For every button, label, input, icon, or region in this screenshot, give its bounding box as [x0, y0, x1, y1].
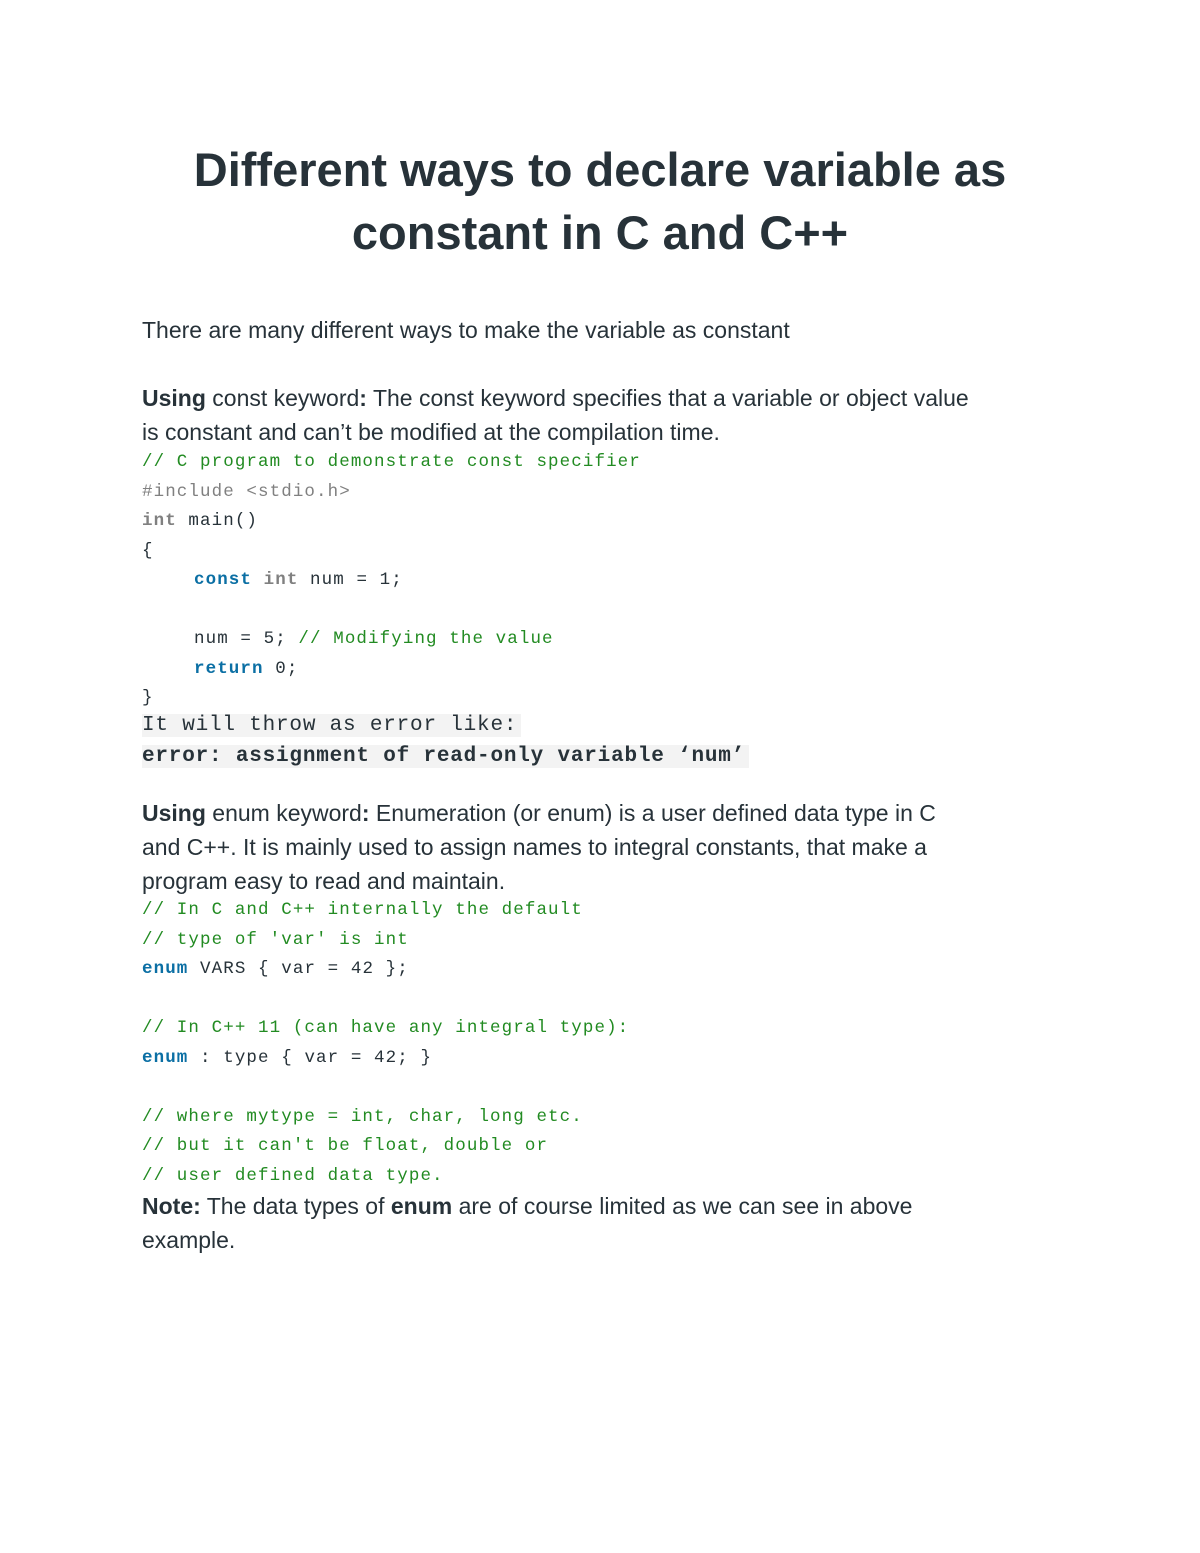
- enum-lead-colon: :: [361, 800, 370, 826]
- enum-section-paragraph: [142, 796, 936, 898]
- error-intro-text: It will throw as error like:: [142, 714, 521, 737]
- code-comment: // type of 'var' is int: [142, 929, 409, 950]
- note-bold-word: enum: [390, 1193, 453, 1219]
- const-paragraph-line-2: is constant and can’t be modified at the compilation time.: [142, 419, 720, 445]
- code-comment: // user defined data type.: [142, 1165, 444, 1186]
- error-message: error: assignment of read-only variable ‘num’: [142, 745, 749, 768]
- code-type: int: [263, 570, 299, 590]
- enum-code-block: [142, 896, 629, 1191]
- note-text: The data types of: [200, 1193, 391, 1219]
- const-code-block: [142, 448, 641, 714]
- code-keyword-return: return: [194, 658, 264, 679]
- enum-paragraph-line-1: [142, 796, 936, 830]
- enum-paragraph-line-2: and C++. It is mainly used to assign names to integral constants, that make a: [142, 834, 927, 860]
- const-paragraph-line-1: [142, 381, 969, 415]
- note-line-2: example.: [142, 1227, 236, 1253]
- enum-paragraph-line-3: program easy to read and maintain.: [142, 868, 506, 894]
- code-type: int: [142, 511, 177, 531]
- enum-lead-bold: Using: [142, 800, 206, 826]
- code-brace-open: {: [142, 540, 154, 561]
- const-lead-bold: Using: [142, 385, 206, 411]
- note-label: Note:: [142, 1193, 201, 1219]
- note-line-1: [142, 1189, 912, 1223]
- note-paragraph: [142, 1189, 912, 1257]
- note-text: are of course limited as we can see in above: [452, 1193, 913, 1219]
- enum-lead-keyword: enum keyword: [205, 800, 362, 826]
- code-text: num = 1;: [298, 570, 403, 590]
- code-comment: // In C and C++ internally the default: [142, 900, 583, 920]
- code-text: main(): [176, 511, 259, 531]
- code-keyword-enum: enum: [142, 1047, 189, 1068]
- code-comment: // In C++ 11 (can have any integral type):: [142, 1018, 630, 1038]
- error-explanation: [142, 710, 749, 772]
- code-text: 0;: [263, 658, 299, 679]
- enum-line1-rest: Enumeration (or enum) is a user defined data type in C: [369, 800, 936, 826]
- const-lead-colon: :: [359, 385, 367, 411]
- code-comment: // where mytype = int, char, long etc.: [142, 1106, 583, 1127]
- code-text: num = 5;: [194, 629, 299, 649]
- code-keyword-enum: enum: [142, 959, 189, 979]
- page-title: Different ways to declare variable as constant in C and C++: [193, 143, 1007, 259]
- code-text: : type { var = 42; }: [188, 1047, 433, 1068]
- code-comment: // C program to demonstrate const specifier: [142, 452, 641, 472]
- const-section-paragraph: [142, 381, 969, 449]
- code-comment: // but it can't be float, double or: [142, 1136, 549, 1156]
- const-lead-keyword: const keyword: [205, 385, 360, 411]
- code-brace-close: }: [142, 688, 154, 708]
- code-keyword-const: const: [194, 570, 253, 590]
- code-comment: // Modifying the value: [298, 629, 554, 649]
- code-text: VARS { var = 42 };: [188, 959, 409, 979]
- code-include: #include <stdio.h>: [142, 481, 351, 502]
- intro-paragraph: There are many different ways to make the variable as constant: [142, 317, 790, 343]
- const-line1-rest: The const keyword specifies that a variable or object value: [366, 385, 969, 411]
